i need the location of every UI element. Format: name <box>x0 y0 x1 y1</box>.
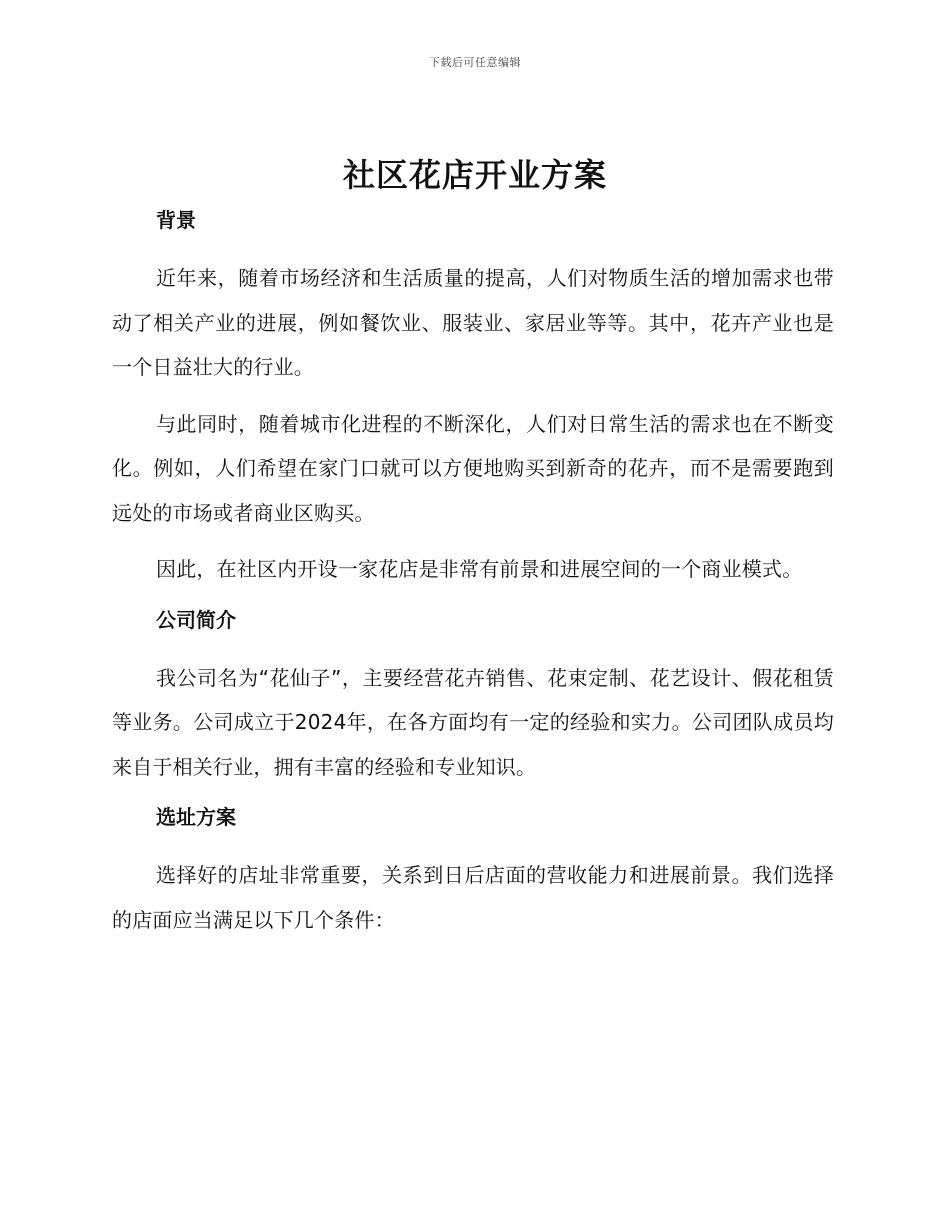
section-heading-location: 选址方案 <box>156 805 236 829</box>
paragraph: 选择好的店址非常重要，关系到日后店面的营收能力和进展前景。我们选择的店面应当满足以下几个条件： <box>112 863 834 932</box>
document-title: 社区花店开业方案 <box>342 156 607 194</box>
paragraph: 我公司名为“花仙子”，主要经营花卉销售、花束定制、花艺设计、假花租赁等业务。公司成立于2024年，在各方面均有一定的经验和实力。公司团队成员均来自于相关行业，拥有丰富的经验和专业知识。 <box>112 665 834 779</box>
header-note: 下载后可任意编辑 <box>429 56 521 69</box>
paragraph: 近年来，随着市场经济和生活质量的提高，人们对物质生活的增加需求也带动了相关产业的进展，例如餐饮业、服装业、家居业等等。其中，花卉产业也是一个日益壮大的行业。 <box>112 266 834 379</box>
document-body <box>112 202 834 942</box>
paragraph: 与此同时，随着城市化进程的不断深化，人们对日常生活的需求也在不断变化。例如，人们希望在家门口就可以方便地购买到新奇的花卉，而不是需要跑到远处的市场或者商业区购买。 <box>112 411 834 525</box>
section-heading-background: 背景 <box>156 208 196 232</box>
paragraph: 因此，在社区内开设一家花店是非常有前景和进展空间的一个商业模式。 <box>156 557 803 581</box>
section-heading-company: 公司简介 <box>156 607 236 632</box>
